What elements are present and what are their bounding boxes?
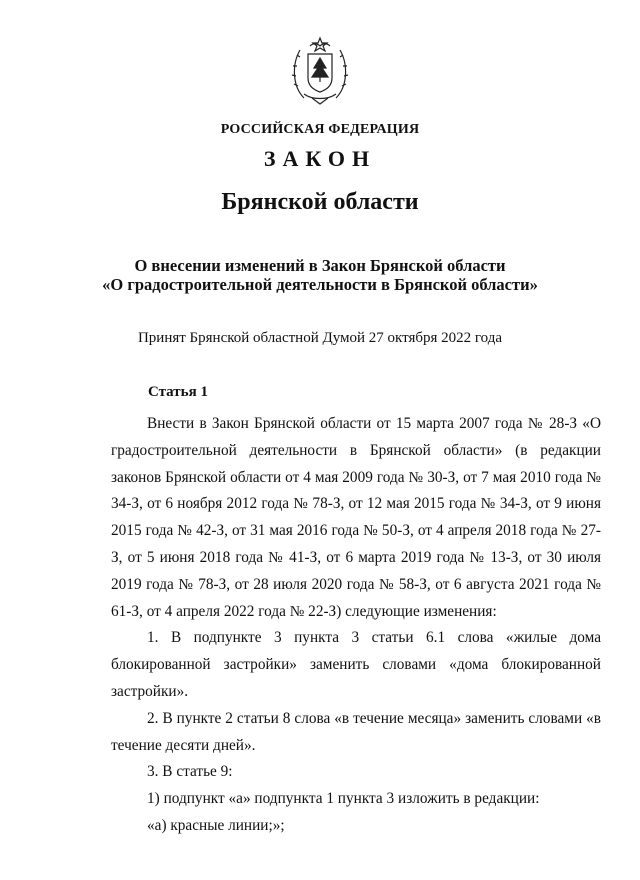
law-title bbox=[0, 256, 640, 294]
law-title-line: «О градостроительной деятельности в Брянской области» bbox=[102, 275, 538, 294]
law-title-line: О внесении изменений в Закон Брянской области bbox=[134, 256, 506, 275]
article-paragraph: 1) подпункт «а» подпункта 1 пункта 3 изложить в редакции: bbox=[147, 790, 540, 808]
country-heading: РОССИЙСКАЯ ФЕДЕРАЦИЯ bbox=[220, 122, 420, 137]
article-paragraph: 3. В статье 9: bbox=[147, 763, 233, 781]
coat-of-arms-icon bbox=[290, 28, 350, 108]
article-heading: Статья 1 bbox=[148, 384, 208, 400]
article-paragraph: 1. В подпункте 3 пункта 3 статьи 6.1 слова «жилые дома блокированной застройки» заменить словами «дома блокированной застройки». bbox=[111, 629, 601, 700]
region-heading: Брянской области bbox=[221, 189, 419, 215]
adoption-statement: Принят Брянской областной Думой 27 октября 2022 года bbox=[137, 330, 503, 346]
article-paragraph: Внести в Закон Брянской области от 15 марта 2007 года № 28-З «О градостроительной деятельности в Брянской области» (в редакции законов Брянской области от 4 мая 2009 года № 30-З, от 7 мая 2010 года № 34-З, от 6 ноября 2012 года № 78-З, от 12 мая 2015 года № 34-З, от 9 июня 2015 года № 42-З, от 31 мая 2016 года № 50-З, от 4 апреля 2018 года № 27-З, от 5 июня 2018 года № 41-З, от 6 марта 2019 года № 13-З, от 30 июля 2019 года № 78-З, от 28 июля 2020 года № 58-З, от 6 августа 2021 года № 61-З, от 4 апреля 2022 года № 22-З) следующие изменения: bbox=[111, 415, 601, 620]
article-paragraph: «а) красные линии;»; bbox=[147, 816, 285, 834]
article-body bbox=[111, 411, 601, 840]
document-type: ЗАКОН bbox=[263, 146, 377, 171]
article-paragraph: 2. В пункте 2 статьи 8 слова «в течение месяца» заменить словами «в течение десяти дней». bbox=[111, 709, 601, 754]
